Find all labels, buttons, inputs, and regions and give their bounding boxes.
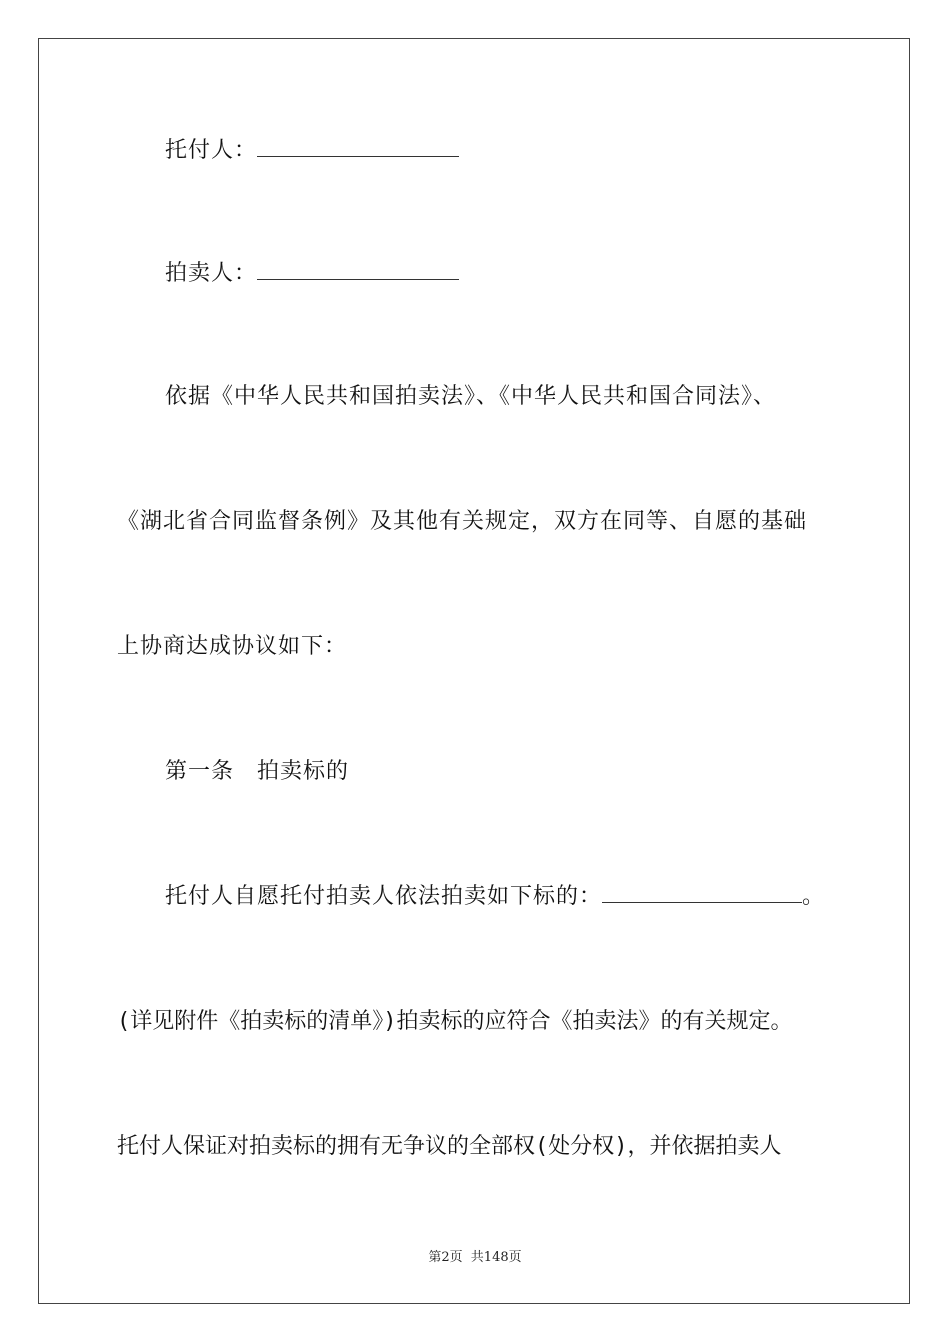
para2-line3: 托付人保证对拍卖标的拥有无争议的全部权(处分权)，并依据拍卖人 (117, 1134, 782, 1159)
para2-line1 (165, 882, 825, 912)
subject-blank (602, 882, 802, 903)
auctioneer-blank (257, 259, 459, 280)
consignor-label: 托付人： (165, 138, 258, 163)
page-frame (38, 38, 910, 1304)
consignor-blank (257, 136, 459, 157)
page-footer (0, 1246, 950, 1265)
para2-line1-end: 。 (802, 884, 826, 909)
para2-line2: (详见附件《拍卖标的清单》)拍卖标的应符合《拍卖法》的有关规定。 (117, 1009, 793, 1034)
para1-line3: 上协商达成协议如下： (117, 634, 348, 659)
consignor-line (165, 136, 459, 166)
para1-line1: 依据《中华人民共和国拍卖法》、《中华人民共和国合同法》、 (165, 384, 777, 409)
para1-line2: 《湖北省合同监督条例》及其他有关规定，双方在同等、自愿的基础 (117, 509, 808, 534)
auctioneer-label: 拍卖人： (165, 261, 258, 286)
auctioneer-line (165, 259, 459, 289)
page-total: 共148页 (470, 1250, 522, 1265)
para2-line1-text: 托付人自愿托付拍卖人依法拍卖如下标的： (165, 884, 603, 909)
article1-title: 第一条 拍卖标的 (165, 759, 350, 784)
page-current: 第2页 (428, 1250, 463, 1265)
